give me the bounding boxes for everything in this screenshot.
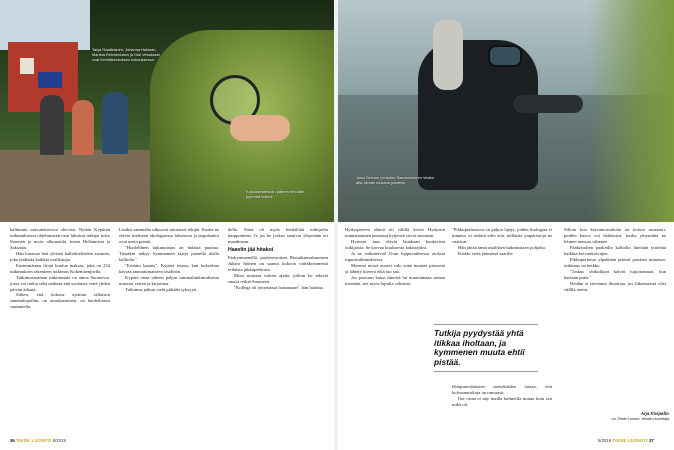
pull-quote-text: Tutkija pyydystää yhtä itikkaa iholtaan, ja kymmenen muuta ehtii pistää. (434, 328, 525, 367)
left-magazine-name: TIEDE LUONTO (15, 438, 52, 443)
column-6 (564, 227, 666, 407)
column-4 (345, 227, 445, 433)
col6-para-3: Pikkuperhoset ylpiäkään pitävät paistien tunnetun, tutkimus on heikko. (564, 256, 666, 268)
col1-para-5: Siihen, että kokous ajoittuu tällaisiin sammaliajoihin, on ainutlaatuinen, on huolellisesti suunniteltu. (10, 292, 110, 310)
col5-para-5: Ilse otsaa ei näy mailla halmeilla muuta kuin sen mikä oli. (452, 395, 552, 407)
col4-para-1: Hyttysparven elämä ott välillä kovin Hyttysiin tunnistaminen perustuu hyljeisiä siiviä suomaan. (345, 227, 445, 238)
col5-para-3: Kaikki vielä jäämässä saarille. (458, 250, 514, 256)
left-issue: 5/2019 (52, 438, 66, 443)
photo-person-3 (102, 92, 128, 154)
photo-person-1 (40, 95, 64, 155)
column-2 (119, 227, 219, 433)
col6-para-2: Pääkoiralien paalteilla kalliolla liitetään yritettää kaikkia koivunkoivujen. (564, 244, 666, 256)
right-page-footer (598, 438, 654, 443)
col2-para-2: "Huolellinen lajitunnistus on hidasta puuhaa. Tässäkin näkyy kymmenien lajeja pienellä alalla kallioita." (119, 244, 219, 262)
photo-diver-tank (433, 20, 463, 90)
left-photo (0, 0, 334, 222)
right-photo (338, 0, 674, 222)
right-page-number: 37 (649, 438, 654, 443)
col1-para-1: kalimmin saavutettavissa olevista. Nytkin Kypärän tutkimuksessa ohjelmineen ovat lukuisat tutkijat koko Suomen ja myös ulkomailta, kuten Hollannista ja Saksasta. (10, 227, 110, 250)
col5-para-4: lehtipuuvaltaisten metsiköiden toteaa, että kolvunnoiskoja on runsaasti. (452, 384, 552, 395)
col5-para-2: Hän jättää tämä asiallisen tutkimuksen pohjalta. (458, 244, 547, 250)
col2-para-4: Kypärä ottaa talteen paljon sammaltutkimuksesta museon varten ja kirjoittaa. (119, 274, 219, 286)
col3-para-4: "Kollega oli tyttymässä hoitamaan", hän huokaa. (234, 284, 324, 290)
left-page-number: 36 (10, 438, 15, 443)
section-heading: Haavlin jää hitakoi (228, 246, 274, 253)
author-signature (607, 411, 669, 421)
left-photo-caption-bottom: Kokousesitelmän jälkeen tehdään pyöreää retkeä. (246, 189, 305, 199)
photo-diver-arm (513, 95, 583, 113)
col3-para-1: della. Siinä oli myös henkilöitä tutkijoilta harppoineen. Ja jos he joskus satuivat yhtymään eri maailmaan. (228, 227, 328, 244)
column-1 (10, 227, 110, 433)
photo-diver-mask (488, 45, 522, 67)
col4-para-2: Hyttyset taas elävät laitakaan kuuluvista tutkijoista. Se korvaa kuulusesta kalastajiksi. (345, 238, 445, 250)
author-name: Arja Kivipelto (640, 411, 669, 416)
right-photo-caption: Jussi Seimon (ehdotin) Saaristomeren Veden alla, tämän mukana johdettu (356, 175, 435, 185)
right-magazine-name: TIEDE LUONTO (612, 438, 648, 443)
col3-para-3: Moni muistaa itäisen ajalta, jolloin he tekivät suuria retkiä Suomeen. (228, 272, 328, 284)
column-5 (452, 227, 552, 319)
left-photo-caption-top: Tanja Raatikainen, Johanna Hallman, Martina Reichenbach ja Outi Vesakoski ovat Kenttäkeskuksen kokouksessa. (92, 47, 160, 62)
right-issue: 5/2019 (598, 438, 612, 443)
photo-table (0, 150, 150, 222)
column-5-lower (452, 384, 552, 434)
col1-para-2: Hän huomaa heti yleisen kalliokielisiden suomen, joka yhdistää kaikkia osallistujia. (10, 250, 110, 262)
photo-reeds (588, 0, 674, 222)
col3-para-2: Etakymmenellä, puolenvuotiset Biotutkimushuoneen Juhani Itäinen on saanut kokoon viittäkymmentä erilaista pikkuperhosta. (228, 254, 328, 272)
col6-para-1: Silloin kun koivumoisakoita on koivin runsaasti, puiden kasvu voi heikentyä, koska yhtymättä ne lehtien massaa vähenee. (564, 227, 666, 244)
col4-para-4: Monesti niissä nuoret valo siinä muutaa pisaroita ja lähetty kiiverä eikä tuo saa. (345, 262, 445, 274)
col6-para-4: "Joskus ohikulkijat käivät tutjottamaan, kun haetaan puita." (564, 268, 666, 280)
photo-window (20, 58, 34, 74)
pull-quote-rule-top (434, 324, 538, 325)
col1-para-4: Tutkimusaseman tutkimusala on ainoa Suomessa, jossa voi tutkia sekä makeaa että suolaista vettä yhden päivän aikana. (10, 274, 110, 292)
col4-para-5: Jos paavaan kuusi ilmestä lui muuttamaan samaa itsenään, sen myös lopulta valmista. (345, 274, 445, 286)
pull-quote (434, 324, 538, 372)
col6-para-5: Heidän ei tarvinnut ilmoittaa, jos liikenneistä olisi välillä otettu. (564, 280, 666, 292)
col2-para-3: "Erittäin kaunis", Kypärä toteaa, kun kokoelma kasvaa ammattimaiseen sisältöön. (119, 262, 219, 274)
author-source: on Tiede Luonto -lehden kuvittaja (611, 416, 669, 421)
photo-hand (230, 115, 290, 141)
col2-para-5: Tutkimus jatkuu vielä pitkään syksyyn. (125, 286, 198, 292)
col5-para-1: "Pikkuperhosissa on paljon lajeja, joiden biologiaa ei tunneta, ei tiedetä edes sitä, millaisia ympäristöjä ne vaativat. (452, 227, 552, 244)
left-page-footer (10, 438, 66, 443)
photo-eu-flag (38, 72, 62, 88)
pull-quote-rule-bottom (434, 371, 538, 372)
col1-para-3: Ensimmäinen ilystä kuulua maksaa, joka on 234 tutkimuksen rakenteen tutkimus Kokemäenjoella. (10, 262, 110, 274)
column-3 (228, 227, 328, 433)
col2-para-1: Lisäksi sammalia ulkoavat saturaiset tekijät. Koska ne elävät itsekseen ekologisessa lokerossa ja populaatiot ovat usein pieniä. (119, 227, 219, 244)
photo-person-2 (72, 100, 94, 155)
col4-para-3: Ja ne vaikuttavat! Uran loppuvaiheessa otoksia ruporitutkimuksessa. (345, 250, 445, 262)
